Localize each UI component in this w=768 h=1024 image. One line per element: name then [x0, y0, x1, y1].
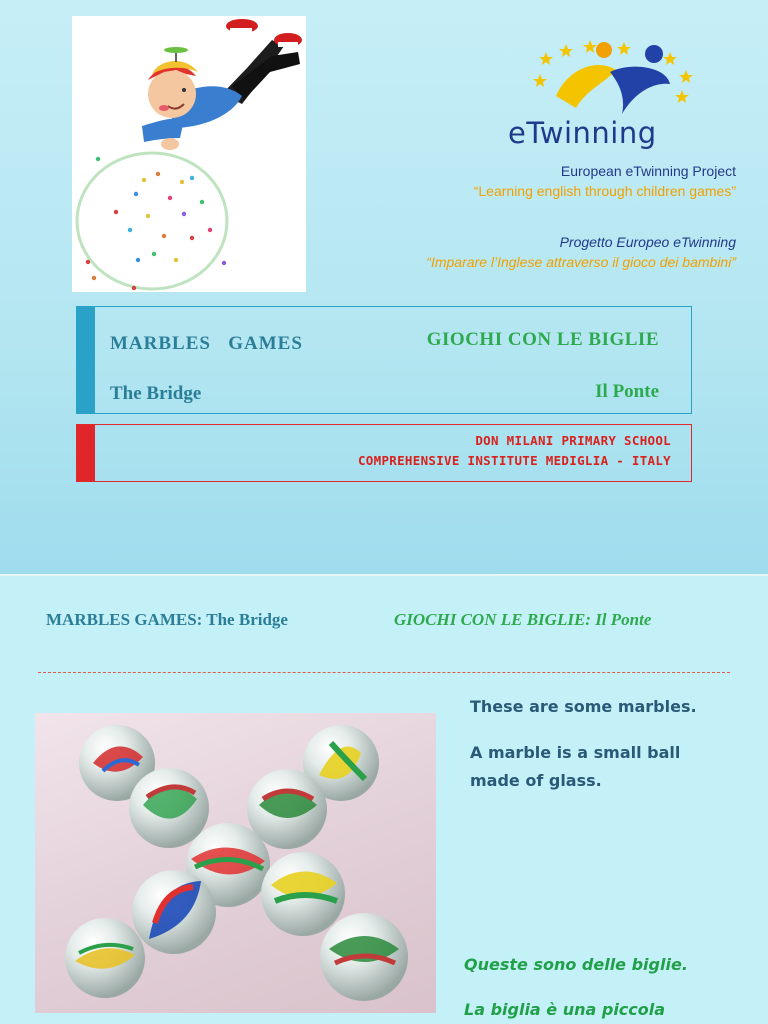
school-name: DON MILANI PRIMARY SCHOOL [475, 433, 671, 448]
text-en-2b: made of glass. [470, 771, 602, 790]
school-institute: COMPREHENSIVE INSTITUTE MEDIGLIA - ITALY [357, 453, 671, 468]
dashed-divider [38, 672, 730, 673]
etwinning-brand: eTwinning [508, 116, 657, 150]
title-box [76, 306, 692, 414]
text-it-1: Queste sono delle biglie. [464, 955, 688, 974]
project-subtitle-it: “Imparare l’Inglese attraverso il gioco dei bambini” [426, 254, 736, 270]
boy-hand [161, 138, 179, 150]
figure-head-orange [596, 42, 612, 58]
title-accent-bar [77, 307, 95, 413]
slide2-title-en: MARBLES GAMES: The Bridge [46, 610, 288, 629]
text-it-2: La biglia è una piccola [464, 1000, 666, 1019]
boy-marbles-illustration [72, 16, 306, 292]
etwinning-logo [506, 38, 726, 153]
marbles-photo-svg [35, 713, 436, 1013]
figure-head-blue [645, 45, 663, 63]
title-en: MARBLES GAMES [110, 333, 303, 354]
marble [129, 768, 209, 848]
school-accent-bar [77, 425, 95, 481]
boy-illustration-svg [72, 16, 306, 292]
marbles-photo [35, 713, 436, 1013]
slide2-title-it: GIOCHI CON LE BIGLIE: Il Ponte [394, 610, 652, 629]
project-heading-en: European eTwinning Project [560, 163, 736, 179]
boy-head [148, 70, 196, 118]
marble [261, 852, 345, 936]
content-slide [0, 576, 768, 1024]
marble [320, 913, 408, 1001]
marble [132, 870, 216, 954]
project-subtitle-en: “Learning english through children games” [473, 183, 736, 199]
title-it: GIOCHI CON LE BIGLIE [426, 329, 659, 350]
text-en-1: These are some marbles. [470, 697, 697, 716]
figure-orange [556, 65, 616, 108]
etwinning-logo-figures [506, 38, 726, 118]
subtitle-it: Il Ponte [595, 381, 659, 402]
chalk-circle [77, 153, 227, 289]
school-box [76, 424, 692, 482]
subtitle-en: The Bridge [110, 383, 202, 404]
project-heading-it: Progetto Europeo eTwinning [559, 234, 736, 250]
propeller [164, 47, 188, 53]
marble [65, 918, 145, 998]
figure-blue [610, 67, 670, 114]
text-en-2a: A marble is a small ball [470, 743, 681, 762]
